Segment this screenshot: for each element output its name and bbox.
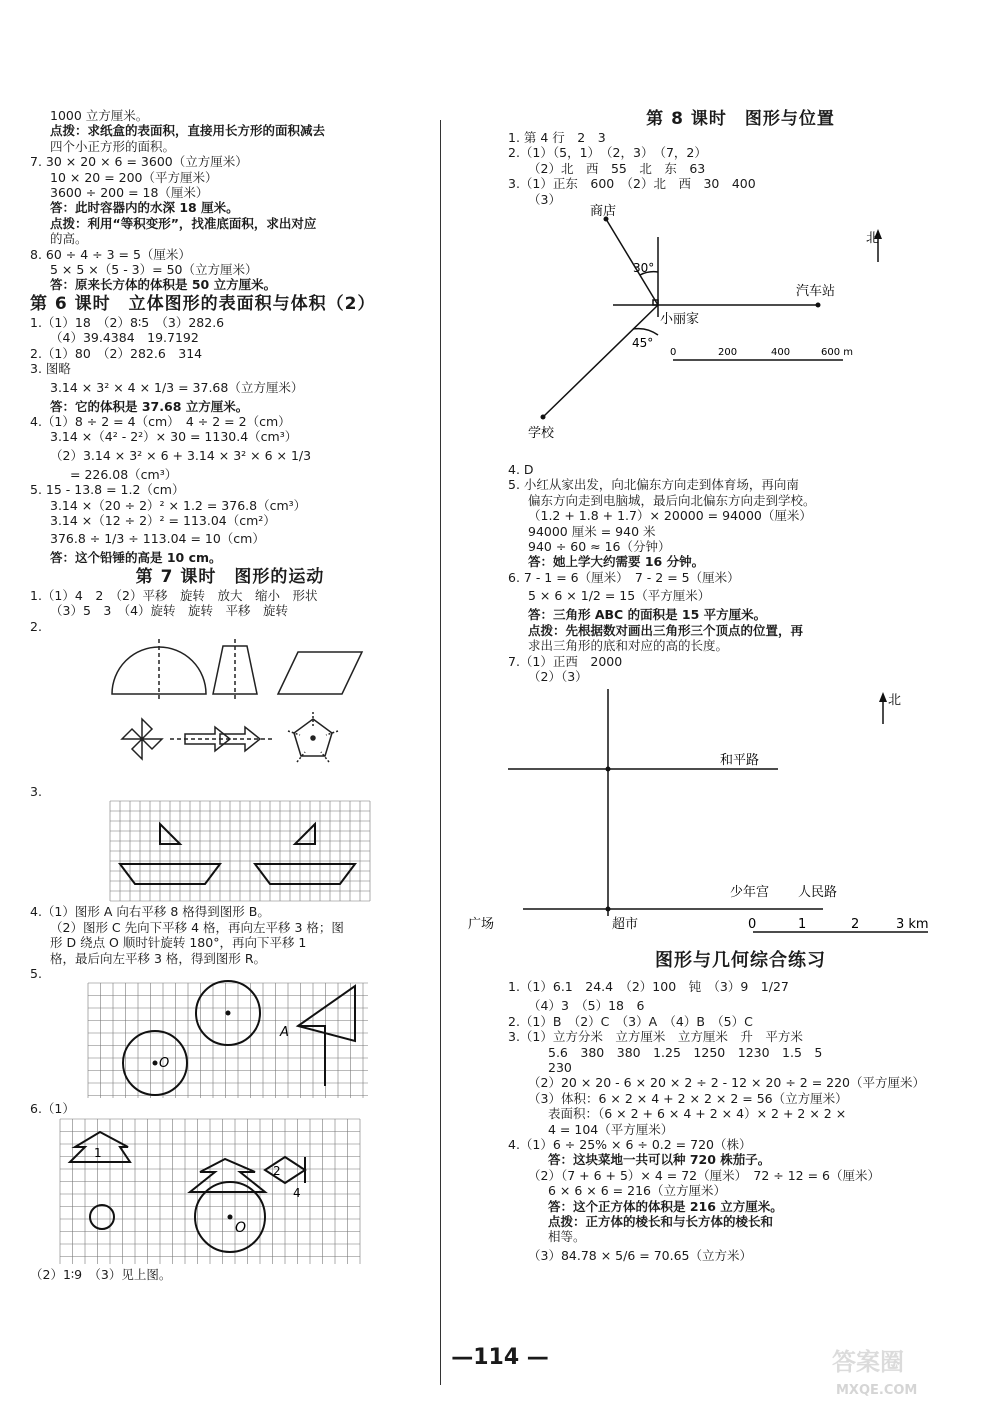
text-line: 7. 30 × 20 × 6 = 3600（立方厘米） [30, 154, 248, 170]
supermarket-label: 超市 [612, 917, 639, 933]
parallelogram-shape [278, 652, 362, 694]
text-line: 2.（1）80 （2）282.6 314 [30, 345, 203, 361]
text-line: 求出三角形的底和对应的高的长度。 [528, 638, 729, 654]
text-line: 4 = 104（平方厘米） [548, 1121, 674, 1137]
point-o-label: O [235, 1219, 247, 1236]
left-block-a [30, 108, 430, 293]
text-line: 偏东方向走到电脑城，最后向北偏东方向走到学校。 [528, 492, 816, 508]
north-label: 北 [888, 693, 902, 709]
text-line: 5. 小红从家出发，向北偏东方向走到体育场，再向南 [508, 477, 799, 493]
text-line: 答：这个铅锤的高是 10 cm。 [50, 550, 222, 566]
text-line: 点拨：先根据数对画出三角形三个顶点的位置，再 [528, 622, 804, 638]
text-line: 表面积：（6 × 2 + 6 × 4 + 2 × 4）× 2 + 2 × 2 × [548, 1106, 847, 1122]
scale-tick-label: 200 [718, 347, 738, 359]
arrow-shape [170, 727, 275, 751]
text-line: 940 ÷ 60 ≈ 16（分钟） [528, 539, 671, 555]
text-line: 4.（1）6 ÷ 25% × 6 ÷ 0.2 = 720（株） [508, 1136, 752, 1152]
text-line: 5 × 5 ×（5 - 3）= 50（立方厘米） [50, 262, 258, 278]
text-line: 答：原来长方体的体积是 50 立方厘米。 [50, 277, 277, 293]
text-line: 答：它的体积是 37.68 立方厘米。 [50, 398, 249, 414]
text-line: 4.（1）8 ÷ 2 = 4（cm） 4 ÷ 2 = 2（cm） [30, 413, 291, 429]
text-line: 5 × 6 × 1/2 = 15（平方厘米） [528, 588, 711, 604]
text-line: 1000 立方厘米。 [50, 108, 149, 123]
text-line: = 226.08（cm³） [70, 466, 178, 482]
watermark-line2: MXQE.COM [836, 1383, 918, 1398]
text-line: （4）39.4384 19.7192 [50, 330, 199, 346]
text-line: 230 [548, 1059, 572, 1075]
map-figure-2 [468, 684, 973, 936]
text-line: 四个小正方形的面积。 [50, 138, 176, 154]
north-arrow-icon [879, 692, 887, 702]
text-line: 2.（1）（5，1） （2，3） （7，2） [508, 145, 707, 161]
text-line: 答：这个正方体的体积是 216 立方厘米。 [548, 1198, 783, 1214]
text-line: （3）5 3 （4）旋转 旋转 平移 旋转 [50, 603, 289, 619]
scale-tick-label: 600 m [821, 347, 854, 359]
text-line: 1.（1）18 （2）8∶5 （3）282.6 [30, 314, 225, 330]
scale-tick-label: 0 [670, 347, 677, 359]
text-line: 3. 图略 [30, 361, 71, 377]
scale-tick-label: 1 [798, 917, 807, 933]
heping-road-label: 和平路 [720, 753, 760, 769]
youth-palace-label: 少年宫 [730, 885, 770, 901]
text-line: 5. [30, 966, 42, 981]
text-line: 3.（1）立方分米 立方厘米 立方厘米 升 平方米 [508, 1029, 803, 1045]
school-label: 学校 [528, 426, 555, 442]
review-title: 图形与几何综合练习 [655, 950, 826, 972]
text-line: 形 D 绕点 O 顺时针旋转 180°，再向下平移 1 [50, 935, 307, 951]
text-line: 点拨：正方体的棱长和与长方体的棱长和 [548, 1214, 774, 1229]
shape-2-label: 2 [273, 1163, 281, 1178]
question-3-label: 3. [30, 783, 42, 799]
transformation-figures [30, 634, 430, 784]
text-line: 6. 7 - 1 = 6（厘米） 7 - 2 = 5（厘米） [508, 569, 740, 585]
text-line: 格，最后向左平移 3 格，得到图形 R。 [50, 950, 267, 966]
angle45-label: 45° [632, 336, 654, 351]
left-block-c [30, 588, 430, 634]
text-line: 2.（1）B （2）C （3）A （4）B （5）C [508, 1013, 753, 1029]
shop-label: 商店 [590, 204, 617, 220]
text-line: 1.（1）6.1 24.4 （2）100 钝 （3）9 1/27 [508, 979, 789, 995]
point-o-label: O [159, 1056, 170, 1072]
watermark-logo [822, 1342, 982, 1402]
text-line: 1. 第 4 行 2 3 [508, 130, 606, 145]
lesson7-title: 第 7 课时 图形的运动 [135, 566, 325, 587]
left-block-b [30, 315, 430, 566]
text-line: 点拨：求纸盒的表面积，直接用长方形的面积减去 [50, 123, 326, 139]
grid-figure-6 [30, 1117, 430, 1267]
text-line: 8. 60 ÷ 4 ÷ 3 = 5（厘米） [30, 246, 191, 262]
square-label: 广场 [468, 917, 495, 933]
text-line: （2）3.14 × 3² × 6 + 3.14 × 3² × 6 × 1/3 [50, 447, 312, 463]
text-line: 5. 15 - 13.8 = 1.2（cm） [30, 482, 185, 498]
right-block-c [508, 976, 973, 1267]
right-column [468, 108, 973, 1267]
text-line: 点拨：利用“等积变形”，找准底面积，求出对应 [50, 215, 317, 231]
map-figure-1 [508, 204, 973, 462]
text-line: （2）图形 C 先向下平移 4 格，再向左平移 3 格；图 [50, 919, 344, 935]
text-line: 10 × 20 = 200（平方厘米） [50, 169, 218, 185]
text-line: 答：这块菜地一共可以种 720 株茄子。 [548, 1152, 771, 1168]
angle30-label: 30° [633, 261, 655, 276]
text-line: （3） [528, 191, 561, 207]
scale-tick-label: 400 [771, 347, 791, 359]
text-line: 5.6 380 380 1.25 1250 1230 1.5 5 [548, 1044, 823, 1060]
pinwheel-shape [122, 719, 162, 759]
lesson6-title: 第 6 课时 立体图形的表面积与体积（2） [30, 293, 376, 314]
text-line: 3.14 ×（12 ÷ 2）² = 113.04（cm²） [50, 512, 276, 528]
route-to-school [543, 305, 658, 417]
text-line: 1.（1）4 2 （2）平移 旋转 放大 缩小 形状 [30, 587, 318, 603]
text-line: 4. D [508, 462, 534, 478]
text-line: 2. [30, 618, 42, 634]
text-line: 3.14 × 3² × 4 × 1/3 = 37.68（立方厘米） [50, 379, 304, 395]
text-line: 3.14 ×（20 ÷ 2）² × 1.2 = 376.8（cm³） [50, 497, 307, 513]
text-line: 7.（1）正西 2000 [508, 653, 623, 669]
grid-figure-5 [30, 981, 430, 1101]
watermark-line1: 答案圈 [832, 1348, 904, 1376]
home-label: 小丽家 [660, 312, 700, 328]
text-line: 94000 厘米 = 940 米 [528, 523, 656, 539]
text-line: 3.14 ×（4² - 2²）× 30 = 1130.4（cm³） [50, 429, 298, 445]
text-line: 4.（1）图形 A 向右平移 8 格得到图形 B。 [30, 904, 270, 920]
text-line: 3.（1）正东 600 （2）北 西 30 400 [508, 176, 756, 192]
right-block-b [508, 462, 973, 684]
small-circle [90, 1205, 114, 1229]
shape-1-label: 1 [94, 1145, 102, 1160]
point-a-label: A [280, 1025, 289, 1041]
text-line: 答：她上学大约需要 16 分钟。 [528, 554, 705, 570]
text-line: 的高。 [50, 231, 88, 247]
pentagon-shape [288, 712, 338, 762]
text-line: （2）1∶9 （3）见上图。 [30, 1266, 172, 1282]
text-line: （3）体积：6 × 2 × 4 + 2 × 2 × 2 = 56（立方厘米） [528, 1090, 848, 1106]
grid-figure-3 [30, 799, 430, 904]
left-block-d [30, 904, 430, 981]
column-divider [440, 120, 441, 1385]
text-line: 376.8 ÷ 1/3 ÷ 113.04 = 10（cm） [50, 531, 265, 547]
text-line: （1.2 + 1.8 + 1.7）× 20000 = 94000（厘米） [528, 508, 812, 524]
text-line: （2）（3） [528, 668, 588, 684]
tree-shape-2 [190, 1159, 265, 1192]
bus-station-label: 汽车站 [796, 284, 836, 300]
question-6-label: 6.（1） [30, 1101, 75, 1117]
scale-tick-label: 2 [851, 917, 860, 933]
shape-4-label: 4 [293, 1185, 301, 1200]
lesson8-title: 第 8 课时 图形与位置 [646, 109, 835, 129]
text-line: （2）（7 + 6 + 5）× 4 = 72（厘米） 72 ÷ 12 = 6（厘米） [528, 1167, 880, 1183]
scale-tick-label: 0 [748, 917, 757, 933]
left-column [30, 108, 430, 1282]
text-line: （2）北 西 55 北 东 63 [528, 160, 706, 176]
text-line: 答：此时容器内的水深 18 厘米。 [50, 200, 239, 216]
text-line: （2）20 × 20 - 6 × 20 × 2 ÷ 2 - 12 × 20 ÷ 2 = 220（平方厘米） [528, 1075, 926, 1091]
text-line: 6 × 6 × 6 = 216（立方厘米） [548, 1183, 726, 1199]
right-block-a [508, 130, 973, 207]
text-line: 答：三角形 ABC 的面积是 15 平方厘米。 [528, 607, 767, 623]
north-label: 北 [866, 231, 880, 247]
text-line: （4）3 （5）18 6 [528, 998, 645, 1014]
text-line: 3600 ÷ 200 = 18（厘米） [50, 185, 209, 201]
renmin-road-label: 人民路 [798, 885, 838, 901]
text-line: （3）84.78 × 5/6 = 70.65（立方米） [528, 1247, 752, 1263]
scale-tick-label: 3 km [896, 917, 929, 933]
text-line: 相等。 [548, 1229, 586, 1245]
shape-a [298, 986, 355, 1086]
page-number: —114 — [451, 1345, 549, 1370]
